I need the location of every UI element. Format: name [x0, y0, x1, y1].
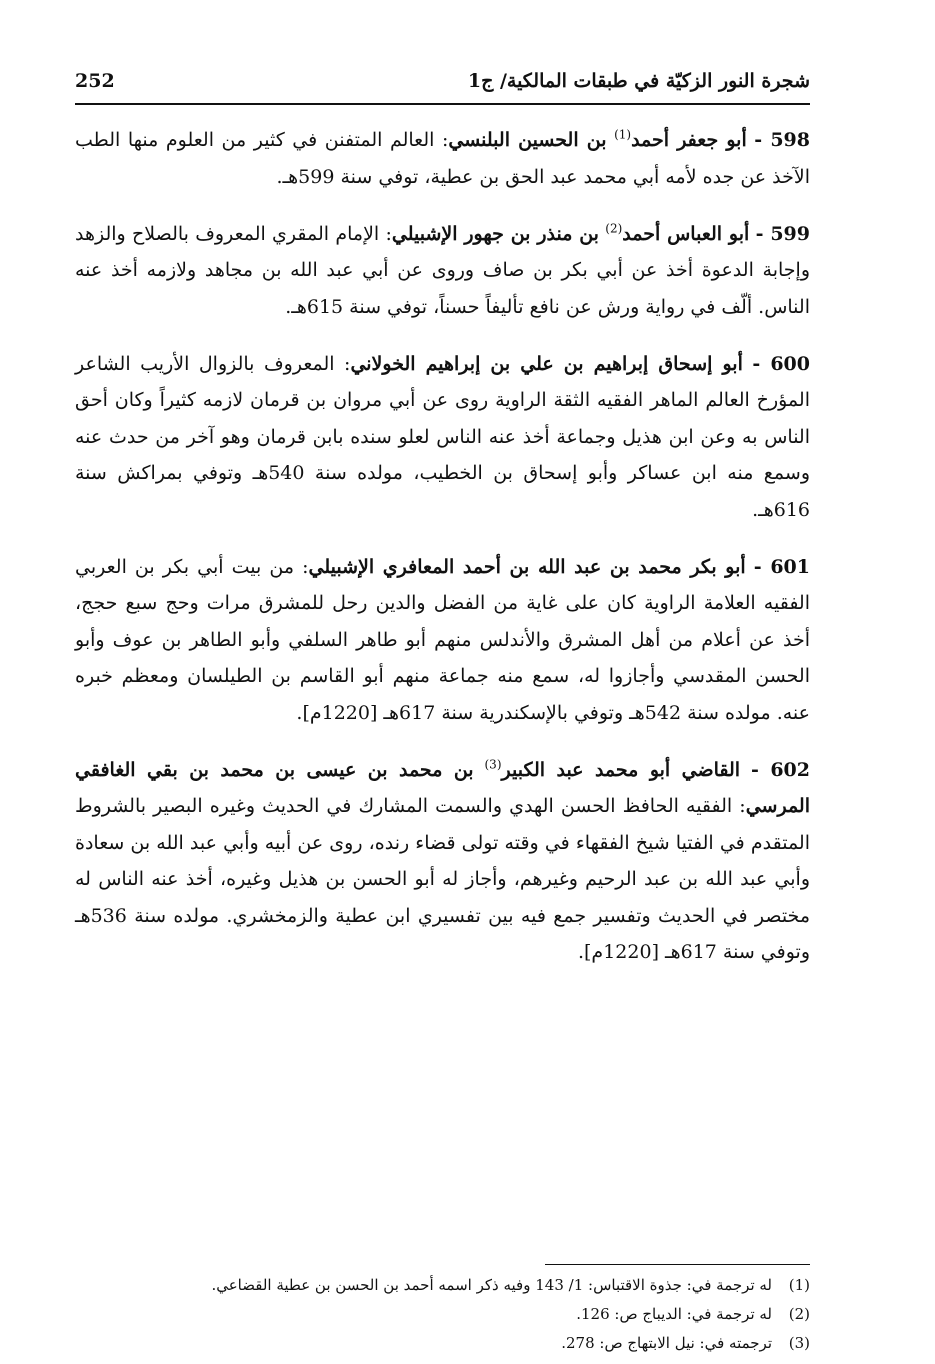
- footnote-marker: (2): [605, 221, 623, 236]
- footnote-3: [75, 1329, 810, 1358]
- entry-text: : الفقيه الحافظ الحسن الهدي والسمت المشارك في الحديث وغيره البصير بالشروط المتقدم في الفتيا شيخ الفقهاء في وقته تولى قضاء رنده، روى عن أبيه وأبي عبد الله بن سعادة وأبي عبد الله بن عبد الرحيم وغيرهم، وأجاز له أبو الحسن بن هذيل وغيره، أخذ عنه الناس له مختصر في الحديث وتفسير جمع فيه بين تفسيري ابن عطية والزمخشري. مولده سنة 536هـ وتوفي سنة 617هـ [1220م].: [75, 795, 810, 963]
- footnote-number: (2): [788, 1305, 810, 1323]
- running-header: [75, 60, 810, 102]
- footnote-marker: (1): [614, 127, 632, 142]
- entry-name: أبو إسحاق إبراهيم بن علي بن إبراهيم الخولاني: [350, 352, 743, 375]
- entry-text: : العالم المتفنن في كثير من العلوم منها الطب الآخذ عن جده لأمه أبي محمد عبد الحق بن عطية، توفي سنة 599هـ.: [75, 129, 810, 188]
- entry-number: 600 -: [752, 352, 810, 375]
- entry-text: : المعروف بالزوال الأريب الشاعر المؤرخ العالم الماهر الفقيه الثقة الراوية روى عن أبي مروان بن قرمان لازمه كثيراً وكان أحق الناس به وعن ابن هذيل وجماعة أخذ عنه الناس لعلو سنده بابن قرمان وهو آخر من حدث عنه وسمع منه ابن عساكر وأبو إسحاق بن الخطيب، مولده سنة 540هـ وتوفي بمراكش سنة 616هـ.: [75, 352, 810, 521]
- book-page: [75, 60, 810, 1350]
- footnote-text: له ترجمة في: جذوة الاقتباس: 1/ 143 وفيه ذكر اسمه أحمد بن الحسن بن عطية القضاعي.: [211, 1276, 772, 1294]
- entry-599: [75, 216, 810, 326]
- footnote-number: (1): [788, 1276, 810, 1294]
- entry-text: : الإمام المقري المعروف بالصلاح والزهد وإجابة الدعوة أخذ عن أبي بكر بن صاف وروى عن أبي عبد الله بن مجاهد ولازمه أخذ عنه الناس. ألّف في رواية ورش عن نافع تأليفاً حسناً، توفي سنة 615هـ.: [75, 222, 810, 318]
- entry-name-cont: بن محمد بن عيسى بن محمد بن بقي الغافقي المرسي: [75, 758, 810, 817]
- entry-name: القاضي أبو محمد عبد الكبير: [501, 758, 741, 781]
- entry-name-cont: بن منذر بن جهور الإشبيلي: [391, 222, 599, 245]
- footnote-marker: (3): [484, 757, 502, 772]
- entry-number: 598 -: [754, 129, 810, 151]
- running-title: شجرة النور الزكيّة في طبقات المالكية/ ج1: [467, 70, 810, 92]
- entry-number: 599 -: [755, 222, 810, 245]
- footnote-rule: [545, 1264, 810, 1265]
- footnote-number: (3): [788, 1334, 810, 1352]
- entry-602: [75, 752, 810, 971]
- entry-598: [75, 122, 810, 195]
- page-number: 252: [75, 70, 115, 92]
- entry-number: 601 -: [753, 555, 810, 578]
- footnote-2: [75, 1300, 810, 1329]
- entry-number: 602 -: [750, 758, 810, 781]
- footnote-text: له ترجمة في: الديباج ص: 126.: [576, 1305, 772, 1323]
- entry-600: [75, 346, 810, 529]
- entry-text: : من بيت أبي بكر بن العربي الفقيه العلامة الراوية كان على غاية من الفضل والدين رحل للمشرق مرات وحج سبع حجج، أخذ عن أعلام من أهل المشرق والأندلس منهم أبو طاهر السلفي وأبو الطاهر بن عوف وأبو الحسن المقدسي وأجازوا له، سمع منه جماعة منهم أبو القاسم بن الطيلسان ومعظم خبره عنه. مولده سنة 542هـ وتوفي بالإسكندرية سنة 617هـ [1220م].: [75, 555, 810, 724]
- entry-name: أبو جعفر أحمد: [631, 129, 747, 151]
- entry-name: أبو بكر محمد بن عبد الله بن أحمد المعافري الإشبيلي: [308, 555, 746, 578]
- footnotes: [75, 1271, 810, 1358]
- biography-entries: [75, 122, 810, 991]
- entry-601: [75, 549, 810, 732]
- header-rule: [75, 103, 810, 105]
- entry-name: أبو العباس أحمد: [622, 222, 750, 245]
- footnote-text: ترجمته في: نيل الابتهاج ص: 278.: [561, 1334, 772, 1352]
- footnote-1: [75, 1271, 810, 1300]
- entry-name-cont: بن الحسين البلنسي: [448, 129, 607, 151]
